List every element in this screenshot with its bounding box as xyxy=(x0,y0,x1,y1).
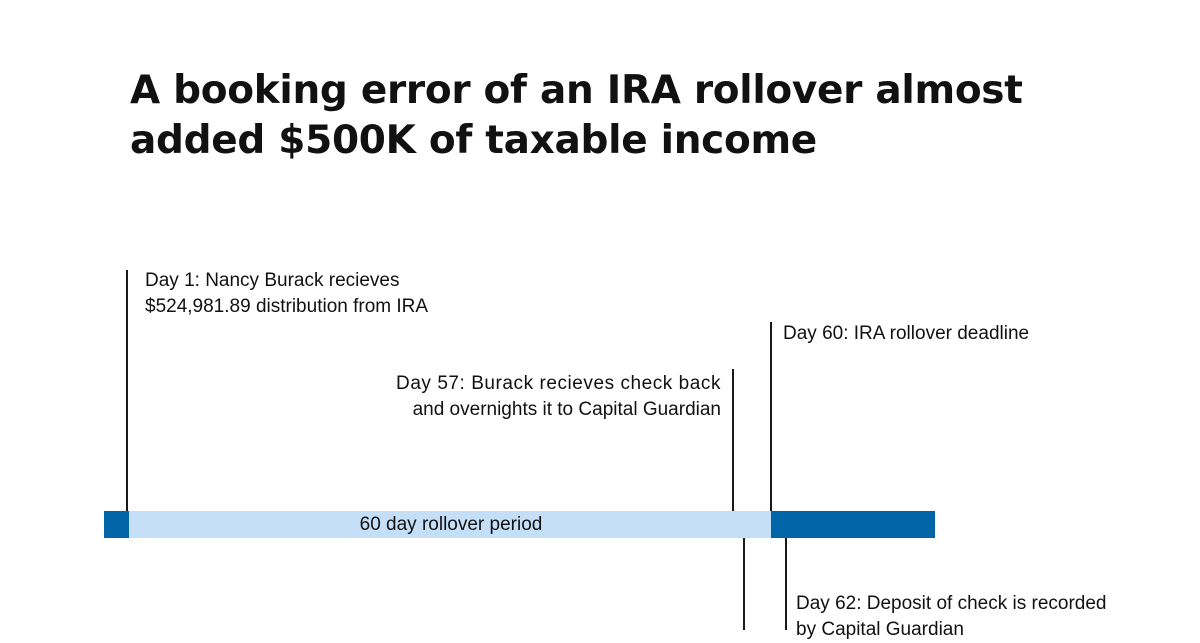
day1-annotation xyxy=(145,268,428,320)
day62-annotation-line-2: by Capital Guardian xyxy=(796,619,964,640)
day57-annotation-line-2: and overnights it to Capital Guardian xyxy=(412,399,721,420)
day62-marker-line-right xyxy=(785,538,787,630)
page-title xyxy=(130,66,1090,166)
day62-marker-line-left xyxy=(743,538,745,630)
day57-annotation xyxy=(396,371,721,423)
day62-annotation-line-1: Day 62: Deposit of check is recorded xyxy=(796,593,1107,614)
day62-annotation xyxy=(796,591,1107,643)
title-line-1: A booking error of an IRA rollover almost xyxy=(130,68,1023,113)
day57-marker-line xyxy=(732,369,734,511)
pre-period-segment xyxy=(104,511,129,538)
day57-annotation-line-1: Day 57: Burack recieves check back xyxy=(396,373,721,394)
post-deadline-segment xyxy=(771,511,935,538)
day60-marker-line xyxy=(770,322,772,511)
day1-annotation-line-1: Day 1: Nancy Burack recieves xyxy=(145,270,400,291)
day1-annotation-line-2: $524,981.89 distribution from IRA xyxy=(145,296,429,317)
day1-marker-line xyxy=(126,270,128,511)
day60-annotation-line-1: Day 60: IRA rollover deadline xyxy=(783,323,1030,344)
rollover-period-label: 60 day rollover period xyxy=(359,514,543,535)
day60-annotation xyxy=(783,321,1029,347)
title-line-2: added $500K of taxable income xyxy=(130,118,817,163)
